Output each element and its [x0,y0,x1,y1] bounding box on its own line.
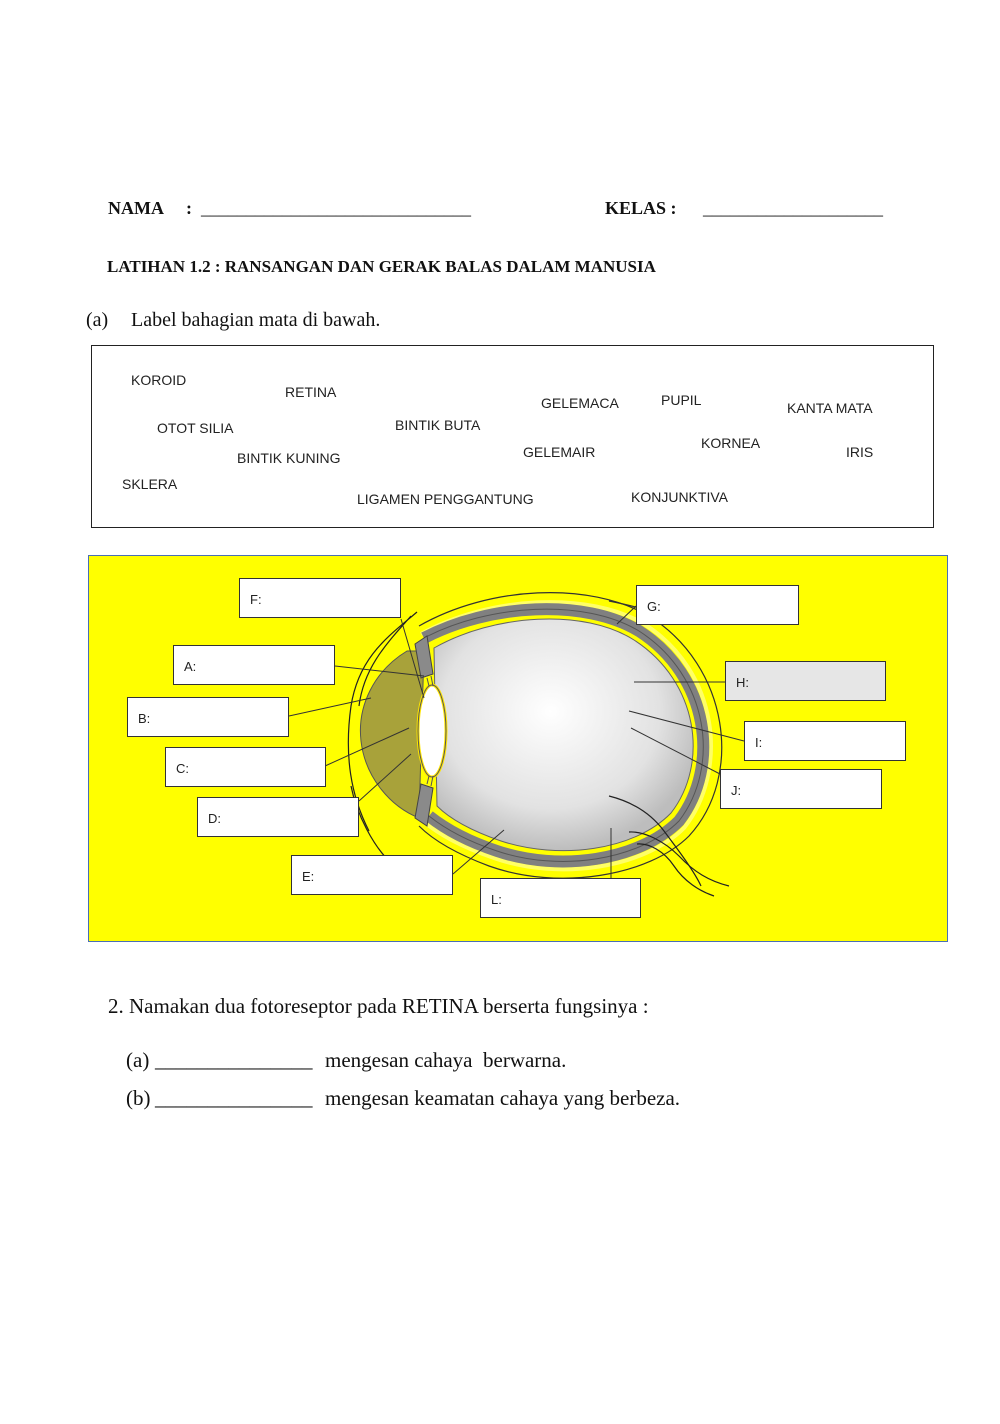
answer-a-blank[interactable]: _______________ [155,1048,313,1072]
word-bank-item[interactable]: BINTIK BUTA [395,417,481,433]
class-label: KELAS : [605,198,677,218]
word-bank-item[interactable]: BINTIK KUNING [237,450,341,466]
word-bank-item[interactable]: LIGAMEN PENGGANTUNG [357,491,534,507]
word-bank-item[interactable]: KOROID [131,372,187,388]
label-box-b[interactable]: B: [127,697,289,737]
eye-diagram [88,555,948,942]
label-box-c[interactable]: C: [165,747,326,787]
word-bank-item[interactable]: KORNEA [701,435,761,451]
name-field[interactable]: ______________________________ [201,198,471,218]
question-2-prompt: 2. Namakan dua fotoreseptor pada RETINA berserta fungsinya : [108,994,649,1018]
word-bank-item[interactable]: GELEMAIR [523,444,596,460]
label-box-i[interactable]: I: [744,721,906,761]
label-box-j[interactable]: J: [720,769,882,809]
answer-a-marker: (a) [126,1048,150,1072]
answer-a-text: mengesan cahaya berwarna. [325,1048,567,1072]
answer-b-text: mengesan keamatan cahaya yang berbeza. [325,1086,681,1110]
label-box-h[interactable]: H: [725,661,886,701]
answer-b-blank[interactable]: _______________ [155,1086,313,1110]
word-bank-item[interactable]: RETINA [285,384,337,400]
word-bank-item[interactable]: PUPIL [661,392,702,408]
word-bank-item[interactable]: KANTA MATA [787,400,873,416]
label-box-l[interactable]: L: [480,878,641,918]
word-bank-item[interactable]: IRIS [846,444,874,460]
part-a-instruction: Label bahagian mata di bawah. [131,309,381,331]
word-bank [91,345,934,528]
worksheet-title: LATIHAN 1.2 : RANSANGAN DAN GERAK BALAS DALAM MANUSIA [107,257,656,276]
label-box-d[interactable]: D: [197,797,359,837]
cornea [360,651,424,818]
label-box-a[interactable]: A: [173,645,335,685]
word-bank-item[interactable]: GELEMACA [541,395,619,411]
word-bank-item[interactable]: SKLERA [122,476,178,492]
word-bank-item[interactable]: OTOT SILIA [157,420,234,436]
word-bank-item[interactable]: KONJUNKTIVA [631,489,728,505]
vitreous-body [434,619,693,851]
label-box-e[interactable]: E: [291,855,453,895]
class-field[interactable]: ____________________ [703,198,883,218]
label-box-f[interactable]: F: [239,578,401,618]
name-colon: : [186,198,192,218]
part-a-marker: (a) [86,309,109,331]
answer-b-marker: (b) [126,1086,151,1110]
name-label: NAMA [108,198,164,218]
label-box-g[interactable]: G: [636,585,799,625]
